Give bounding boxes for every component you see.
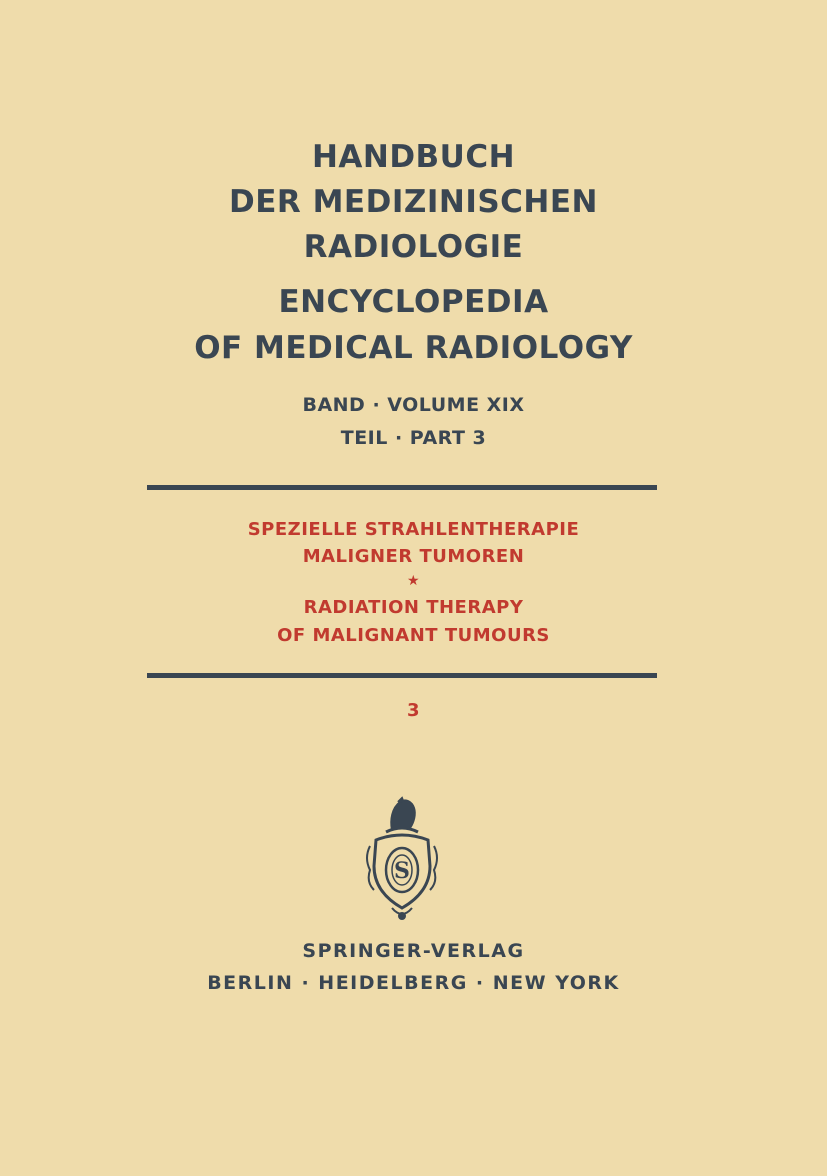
star-separator: ★ bbox=[406, 573, 421, 589]
publisher-name: SPRINGER-VERLAG bbox=[302, 940, 525, 962]
title-line-5: OF MEDICAL RADIOLOGY bbox=[194, 330, 633, 366]
title-line-1: HANDBUCH bbox=[311, 139, 516, 175]
springer-knight-logo-icon bbox=[362, 796, 442, 924]
publisher-cities: BERLIN · HEIDELBERG · NEW YORK bbox=[207, 972, 620, 994]
top-rule bbox=[147, 485, 657, 490]
subtitle-en-line-1: RADIATION THERAPY bbox=[303, 597, 524, 618]
title-line-2: DER MEDIZINISCHEN bbox=[229, 184, 598, 220]
subtitle-en-line-2: OF MALIGNANT TUMOURS bbox=[277, 625, 550, 646]
volume-label: BAND · VOLUME XIX bbox=[302, 394, 525, 416]
title-line-4: ENCYCLOPEDIA bbox=[278, 284, 549, 320]
part-number: 3 bbox=[406, 700, 421, 721]
logo-letter: S bbox=[394, 858, 410, 884]
title-line-3: RADIOLOGIE bbox=[303, 229, 524, 265]
bottom-rule bbox=[147, 673, 657, 678]
part-label: TEIL · PART 3 bbox=[340, 427, 487, 449]
subtitle-de-line-1: SPEZIELLE STRAHLENTHERAPIE bbox=[247, 519, 580, 540]
subtitle-de-line-2: MALIGNER TUMOREN bbox=[302, 546, 525, 567]
